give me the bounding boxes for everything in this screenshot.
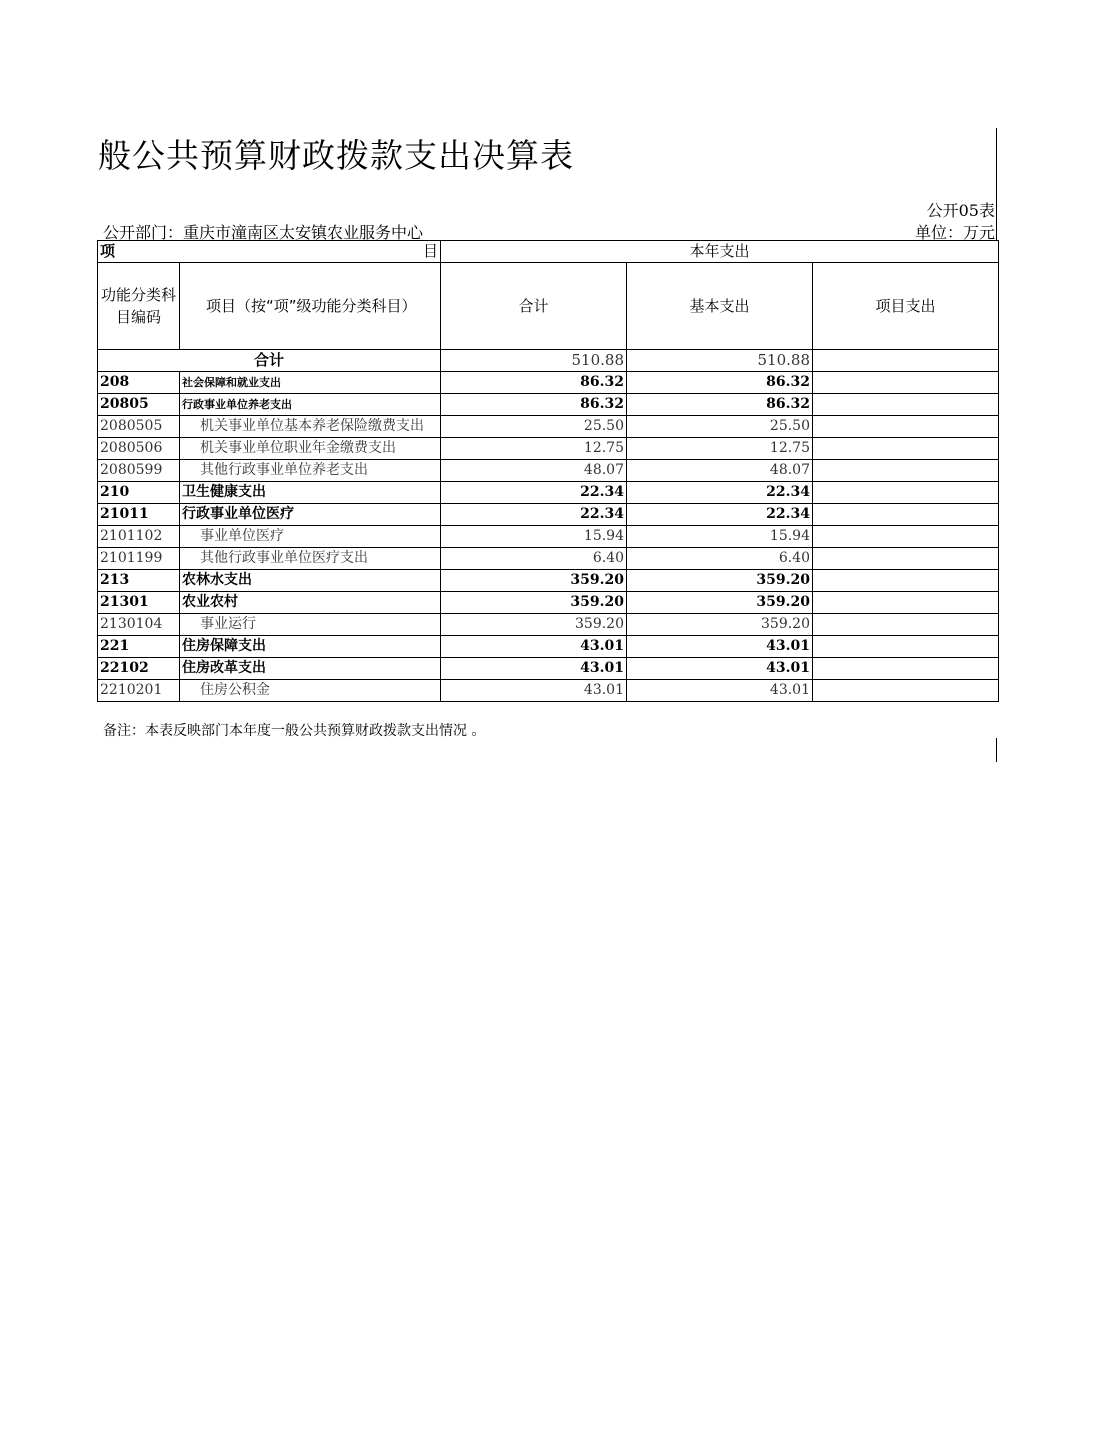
page-border-line xyxy=(996,128,997,240)
table-row xyxy=(98,394,999,416)
row-code: 208 xyxy=(98,372,180,394)
table-row xyxy=(98,372,999,394)
total-basic: 510.88 xyxy=(627,350,813,372)
row-code: 2101199 xyxy=(98,548,180,570)
header-total-col: 合计 xyxy=(441,263,627,350)
row-basic: 6.40 xyxy=(627,548,813,570)
row-code: 22102 xyxy=(98,658,180,680)
row-basic: 359.20 xyxy=(627,570,813,592)
table-row xyxy=(98,482,999,504)
header-item-cell xyxy=(98,241,441,263)
row-code: 2080506 xyxy=(98,438,180,460)
row-basic: 43.01 xyxy=(627,658,813,680)
table-row xyxy=(98,526,999,548)
page-border-line-bottom xyxy=(996,738,997,762)
row-name: 机关事业单位基本养老保险缴费支出 xyxy=(180,416,441,438)
row-total: 359.20 xyxy=(441,614,627,636)
row-total: 359.20 xyxy=(441,592,627,614)
header-item-left: 项 xyxy=(100,242,116,260)
row-total: 48.07 xyxy=(441,460,627,482)
row-code: 210 xyxy=(98,482,180,504)
page-title: 般公共预算财政拨款支出决算表 xyxy=(98,136,574,175)
table-row xyxy=(98,504,999,526)
total-project xyxy=(813,350,999,372)
table-row xyxy=(98,658,999,680)
row-project xyxy=(813,460,999,482)
row-code: 2130104 xyxy=(98,614,180,636)
table-row xyxy=(98,636,999,658)
row-basic: 359.20 xyxy=(627,614,813,636)
row-project xyxy=(813,394,999,416)
row-code: 21011 xyxy=(98,504,180,526)
row-basic: 25.50 xyxy=(627,416,813,438)
header-code-col: 功能分类科目编码 xyxy=(98,263,180,350)
header-row-2 xyxy=(98,263,999,350)
row-name: 住房改革支出 xyxy=(180,658,441,680)
row-name: 住房公积金 xyxy=(180,680,441,702)
table-row xyxy=(98,438,999,460)
row-code: 221 xyxy=(98,636,180,658)
unit-label: 单位：万元 xyxy=(914,223,995,242)
row-code: 20805 xyxy=(98,394,180,416)
row-total: 12.75 xyxy=(441,438,627,460)
row-project xyxy=(813,438,999,460)
row-basic: 43.01 xyxy=(627,680,813,702)
row-total: 15.94 xyxy=(441,526,627,548)
table-row xyxy=(98,614,999,636)
row-name: 其他行政事业单位养老支出 xyxy=(180,460,441,482)
row-name: 行政事业单位医疗 xyxy=(180,504,441,526)
table-row xyxy=(98,416,999,438)
row-total: 22.34 xyxy=(441,504,627,526)
form-number: 公开05表 xyxy=(926,201,995,220)
total-label: 合计 xyxy=(98,350,441,372)
row-basic: 48.07 xyxy=(627,460,813,482)
department-label: 公开部门：重庆市潼南区太安镇农业服务中心 xyxy=(103,223,424,242)
table-row xyxy=(98,548,999,570)
row-name: 事业运行 xyxy=(180,614,441,636)
row-code: 2210201 xyxy=(98,680,180,702)
row-basic: 359.20 xyxy=(627,592,813,614)
row-name: 机关事业单位职业年金缴费支出 xyxy=(180,438,441,460)
row-total: 359.20 xyxy=(441,570,627,592)
row-basic: 22.34 xyxy=(627,482,813,504)
row-project xyxy=(813,592,999,614)
header-project-col: 项目支出 xyxy=(813,263,999,350)
row-basic: 22.34 xyxy=(627,504,813,526)
row-project xyxy=(813,526,999,548)
expenditure-table xyxy=(97,240,999,702)
header-basic-col: 基本支出 xyxy=(627,263,813,350)
row-code: 2080599 xyxy=(98,460,180,482)
footnote: 备注：本表反映部门本年度一般公共预算财政拨款支出情况 。 xyxy=(103,723,486,739)
row-total: 86.32 xyxy=(441,394,627,416)
row-name: 事业单位医疗 xyxy=(180,526,441,548)
row-basic: 43.01 xyxy=(627,636,813,658)
row-total: 43.01 xyxy=(441,658,627,680)
table-row xyxy=(98,460,999,482)
row-project xyxy=(813,504,999,526)
header-current-year: 本年支出 xyxy=(441,241,999,263)
table-row xyxy=(98,570,999,592)
header-row-1 xyxy=(98,241,999,263)
row-basic: 12.75 xyxy=(627,438,813,460)
table-row xyxy=(98,680,999,702)
row-code: 2101102 xyxy=(98,526,180,548)
row-project xyxy=(813,416,999,438)
row-total: 25.50 xyxy=(441,416,627,438)
row-name: 住房保障支出 xyxy=(180,636,441,658)
row-basic: 15.94 xyxy=(627,526,813,548)
row-name: 农林水支出 xyxy=(180,570,441,592)
row-total: 86.32 xyxy=(441,372,627,394)
row-name: 卫生健康支出 xyxy=(180,482,441,504)
row-total: 6.40 xyxy=(441,548,627,570)
row-code: 21301 xyxy=(98,592,180,614)
row-project xyxy=(813,482,999,504)
row-name: 行政事业单位养老支出 xyxy=(180,394,441,416)
row-name: 其他行政事业单位医疗支出 xyxy=(180,548,441,570)
row-total: 43.01 xyxy=(441,680,627,702)
row-name: 社会保障和就业支出 xyxy=(180,372,441,394)
total-row xyxy=(98,350,999,372)
row-project xyxy=(813,614,999,636)
row-project xyxy=(813,570,999,592)
row-code: 2080505 xyxy=(98,416,180,438)
header-name-col: 项目（按“项”级功能分类科目） xyxy=(180,263,441,350)
row-project xyxy=(813,548,999,570)
row-total: 43.01 xyxy=(441,636,627,658)
table-row xyxy=(98,592,999,614)
row-basic: 86.32 xyxy=(627,394,813,416)
row-total: 22.34 xyxy=(441,482,627,504)
row-name: 农业农村 xyxy=(180,592,441,614)
row-project xyxy=(813,636,999,658)
header-item-right: 目 xyxy=(422,242,438,260)
total-total: 510.88 xyxy=(441,350,627,372)
row-project xyxy=(813,372,999,394)
row-basic: 86.32 xyxy=(627,372,813,394)
row-project xyxy=(813,680,999,702)
row-project xyxy=(813,658,999,680)
row-code: 213 xyxy=(98,570,180,592)
